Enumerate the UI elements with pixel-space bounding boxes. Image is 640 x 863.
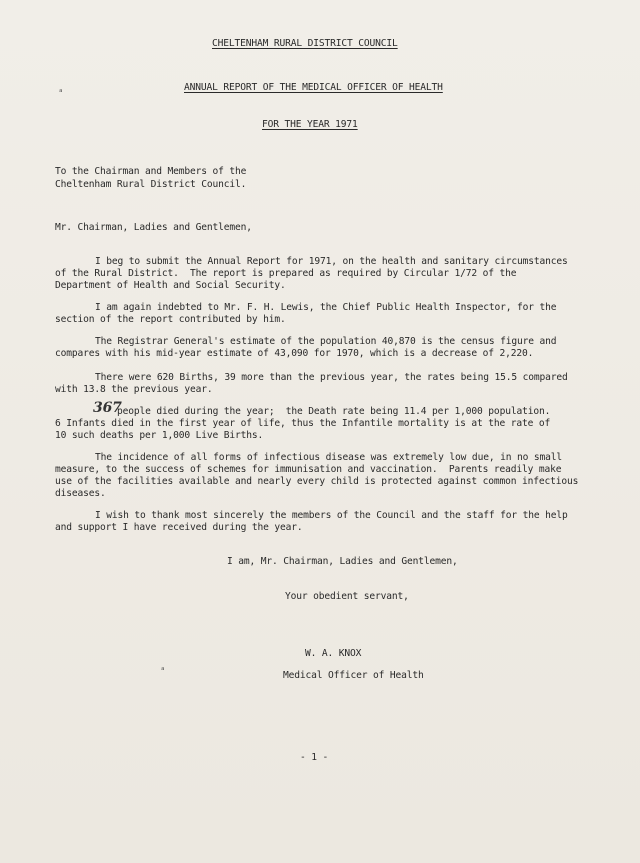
paragraph-line: and support I have received during the year. [55,522,303,533]
paragraph-line: I wish to thank most sincerely the members of the Council and the staff for the help [95,510,568,521]
council-heading: CHELTENHAM RURAL DISTRICT COUNCIL [212,38,398,49]
salutation: Mr. Chairman, Ladies and Gentlemen, [55,222,252,233]
paragraph-line: 6 Infants died in the first year of life, thus the Infantile mortality is at the rate of [55,418,551,429]
paragraph-line: measure, to the success of schemes for immunisation and vaccination. Parents readily make [55,464,562,475]
margin-mark: ᵃ [160,666,166,676]
closing-line: Your obedient servant, [285,591,409,602]
handwritten-death-count: 367 [93,400,122,416]
paragraph-line: I am again indebted to Mr. F. H. Lewis, the Chief Public Health Inspector, for the [95,302,557,313]
paragraph-line: people died during the year; the Death rate being 11.4 per 1,000 population. [117,406,551,417]
signature-name: W. A. KNOX [305,648,362,659]
margin-mark: ᵃ [58,88,64,98]
paragraph-line: The Registrar General's estimate of the population 40,870 is the census figure and [95,336,557,347]
paragraph-line: compares with his mid-year estimate of 43,090 for 1970, which is a decrease of 2,220. [55,348,534,359]
closing-line: I am, Mr. Chairman, Ladies and Gentlemen, [227,556,458,567]
paragraph-line: use of the facilities available and nearly every child is protected against common infectious [55,476,579,487]
year-heading: FOR THE YEAR 1971 [262,119,358,130]
report-title: ANNUAL REPORT OF THE MEDICAL OFFICER OF HEALTH [184,82,443,93]
paragraph-line: section of the report contributed by him. [55,314,286,325]
signature-title: Medical Officer of Health [283,670,424,681]
address-line: To the Chairman and Members of the [55,166,247,177]
page-number: - 1 - [300,752,329,763]
paragraph-line: There were 620 Births, 39 more than the previous year, the rates being 15.5 compared [95,372,568,383]
address-line: Cheltenham Rural District Council. [55,179,247,190]
paragraph-line: of the Rural District. The report is prepared as required by Circular 1/72 of the [55,268,517,279]
paragraph-line: diseases. [55,488,106,499]
paragraph-line: 10 such deaths per 1,000 Live Births. [55,430,264,441]
paragraph-line: Department of Health and Social Security. [55,280,286,291]
paragraph-line: The incidence of all forms of infectious disease was extremely low due, in no small [95,452,562,463]
paragraph-line: with 13.8 the previous year. [55,384,213,395]
paragraph-line: I beg to submit the Annual Report for 1971, on the health and sanitary circumstances [95,256,568,267]
